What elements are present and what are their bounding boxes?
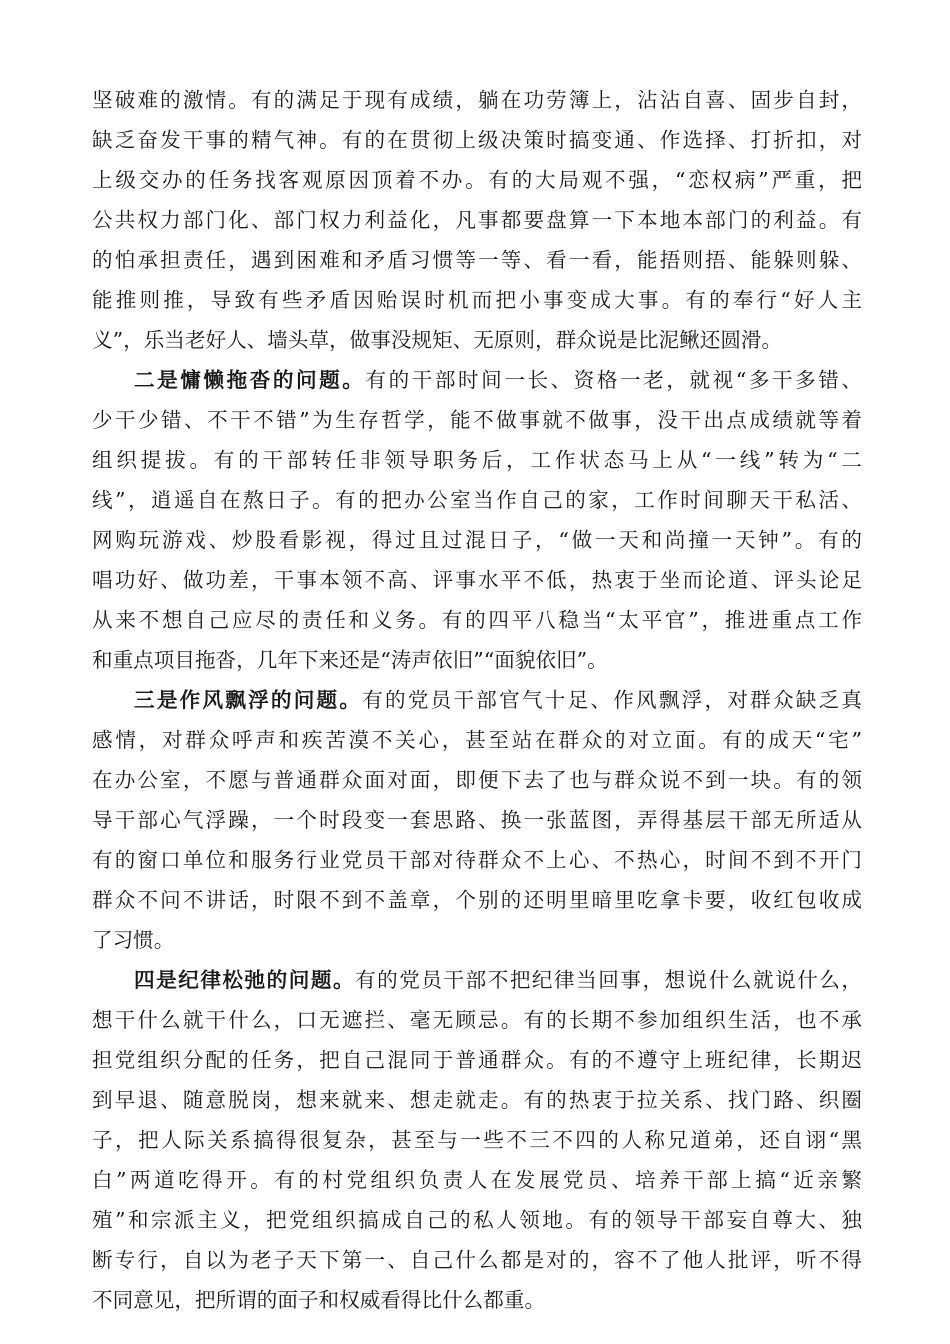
- text-line: 不同意见，把所谓的面子和权威看得比什么都重。: [92, 1288, 546, 1312]
- text-line: 缺乏奋发干事的精气神。有的在贯彻上级决策时搞变通、作选择、打折扣，对: [92, 128, 862, 152]
- paragraph-continuation: [92, 80, 862, 360]
- paragraph-first-line: [92, 960, 862, 1000]
- text-line: 义”，乐当老好人、墙头草，做事没规矩、无原则，群众说是比泥鳅还圆滑。: [92, 328, 783, 352]
- text-line: 公共权力部门化、部门权力利益化，凡事都要盘算一下本地本部门的利益。有: [92, 208, 862, 232]
- text-line: 从来不想自己应尽的责任和义务。有的四平八稳当“太平官”，推进重点工作: [92, 608, 862, 632]
- text-line: 唱功好、做功差，干事本领不高、评事水平不低，热衷于坐而论道、评头论足: [92, 568, 862, 592]
- section-heading: 四是纪律松弛的问题。: [134, 968, 356, 992]
- text-line: 想干什么就干什么，口无遮拦、毫无顾忌。有的长期不参加组织生活，也不承: [92, 1008, 862, 1032]
- text-line: 的怕承担责任，遇到困难和矛盾习惯等一等、看一看，能捂则捂、能躲则躲、: [92, 248, 862, 272]
- paragraph-discipline: [92, 960, 862, 1320]
- text-line: 在办公室，不愿与普通群众面对面，即便下去了也与群众说不到一块。有的领: [92, 768, 862, 792]
- text-line: 到早退、随意脱岗，想来就来、想走就走。有的热衷于拉关系、找门路、织圈: [92, 1088, 862, 1112]
- text-line: 坚破难的激情。有的满足于现有成绩，躺在功劳簿上，沾沾自喜、固步自封，: [92, 88, 862, 112]
- text-line: 网购玩游戏、炒股看影视，得过且过混日子，“做一天和尚撞一天钟”。有的: [92, 528, 862, 552]
- section-heading: 二是慵懒拖沓的问题。: [134, 368, 366, 392]
- text-line: 能推则推，导致有些矛盾因贻误时机而把小事变成大事。有的奉行“好人主: [92, 288, 862, 312]
- text-line: 有的窗口单位和服务行业党员干部对待群众不上心、不热心，时间不到不开门: [92, 848, 862, 872]
- text-span: 有的干部时间一长、资格一老，就视“多干多错、: [365, 368, 863, 392]
- text-line: 了习惯。: [92, 928, 175, 952]
- text-line: 断专行，自以为老子天下第一、自己什么都是对的，容不了他人批评，听不得: [92, 1248, 862, 1272]
- text-line: 殖”和宗派主义，把党组织搞成自己的私人领地。有的领导干部妄自尊大、独: [92, 1208, 862, 1232]
- document-page: [92, 80, 862, 1320]
- text-line: 组织提拔。有的干部转任非领导职务后，工作状态马上从“一线”转为“二: [92, 448, 862, 472]
- paragraph-sloth: [92, 360, 862, 680]
- text-line: 和重点项目拖沓，几年下来还是“涛声依旧”“面貌依旧”。: [92, 648, 608, 672]
- text-line: 群众不问不讲话，时限不到不盖章，个别的还明里暗里吃拿卡要，收红包收成: [92, 888, 862, 912]
- text-line: 担党组织分配的任务，把自己混同于普通群众。有的不遵守上班纪律，长期迟: [92, 1048, 862, 1072]
- text-line: 导干部心气浮躁，一个时段变一套思路、换一张蓝图，弄得基层干部无所适从: [92, 808, 862, 832]
- text-span: 有的党员干部官气十足、作风飘浮，对群众缺乏真: [362, 688, 863, 712]
- paragraph-style: [92, 680, 862, 960]
- text-line: 子，把人际关系搞得很复杂，甚至与一些不三不四的人称兄道弟，还自诩“黑: [92, 1128, 862, 1152]
- text-line: 线”，逍遥自在熬日子。有的把办公室当作自己的家，工作时间聊天干私活、: [92, 488, 862, 512]
- text-line: 少干少错、不干不错”为生存哲学，能不做事就不做事，没干出点成绩就等着: [92, 408, 862, 432]
- text-line: 白”两道吃得开。有的村党组织负责人在发展党员、培养干部上搞“近亲繁: [92, 1168, 862, 1192]
- text-span: 有的党员干部不把纪律当回事，想说什么就说什么，: [355, 968, 863, 992]
- section-heading: 三是作风飘浮的问题。: [134, 688, 363, 712]
- text-line: 上级交办的任务找客观原因顶着不办。有的大局观不强，“恋权病”严重，把: [92, 168, 862, 192]
- paragraph-first-line: [92, 360, 862, 400]
- paragraph-first-line: [92, 680, 862, 720]
- text-line: 感情，对群众呼声和疾苦漠不关心，甚至站在群众的对立面。有的成天“宅”: [92, 728, 862, 752]
